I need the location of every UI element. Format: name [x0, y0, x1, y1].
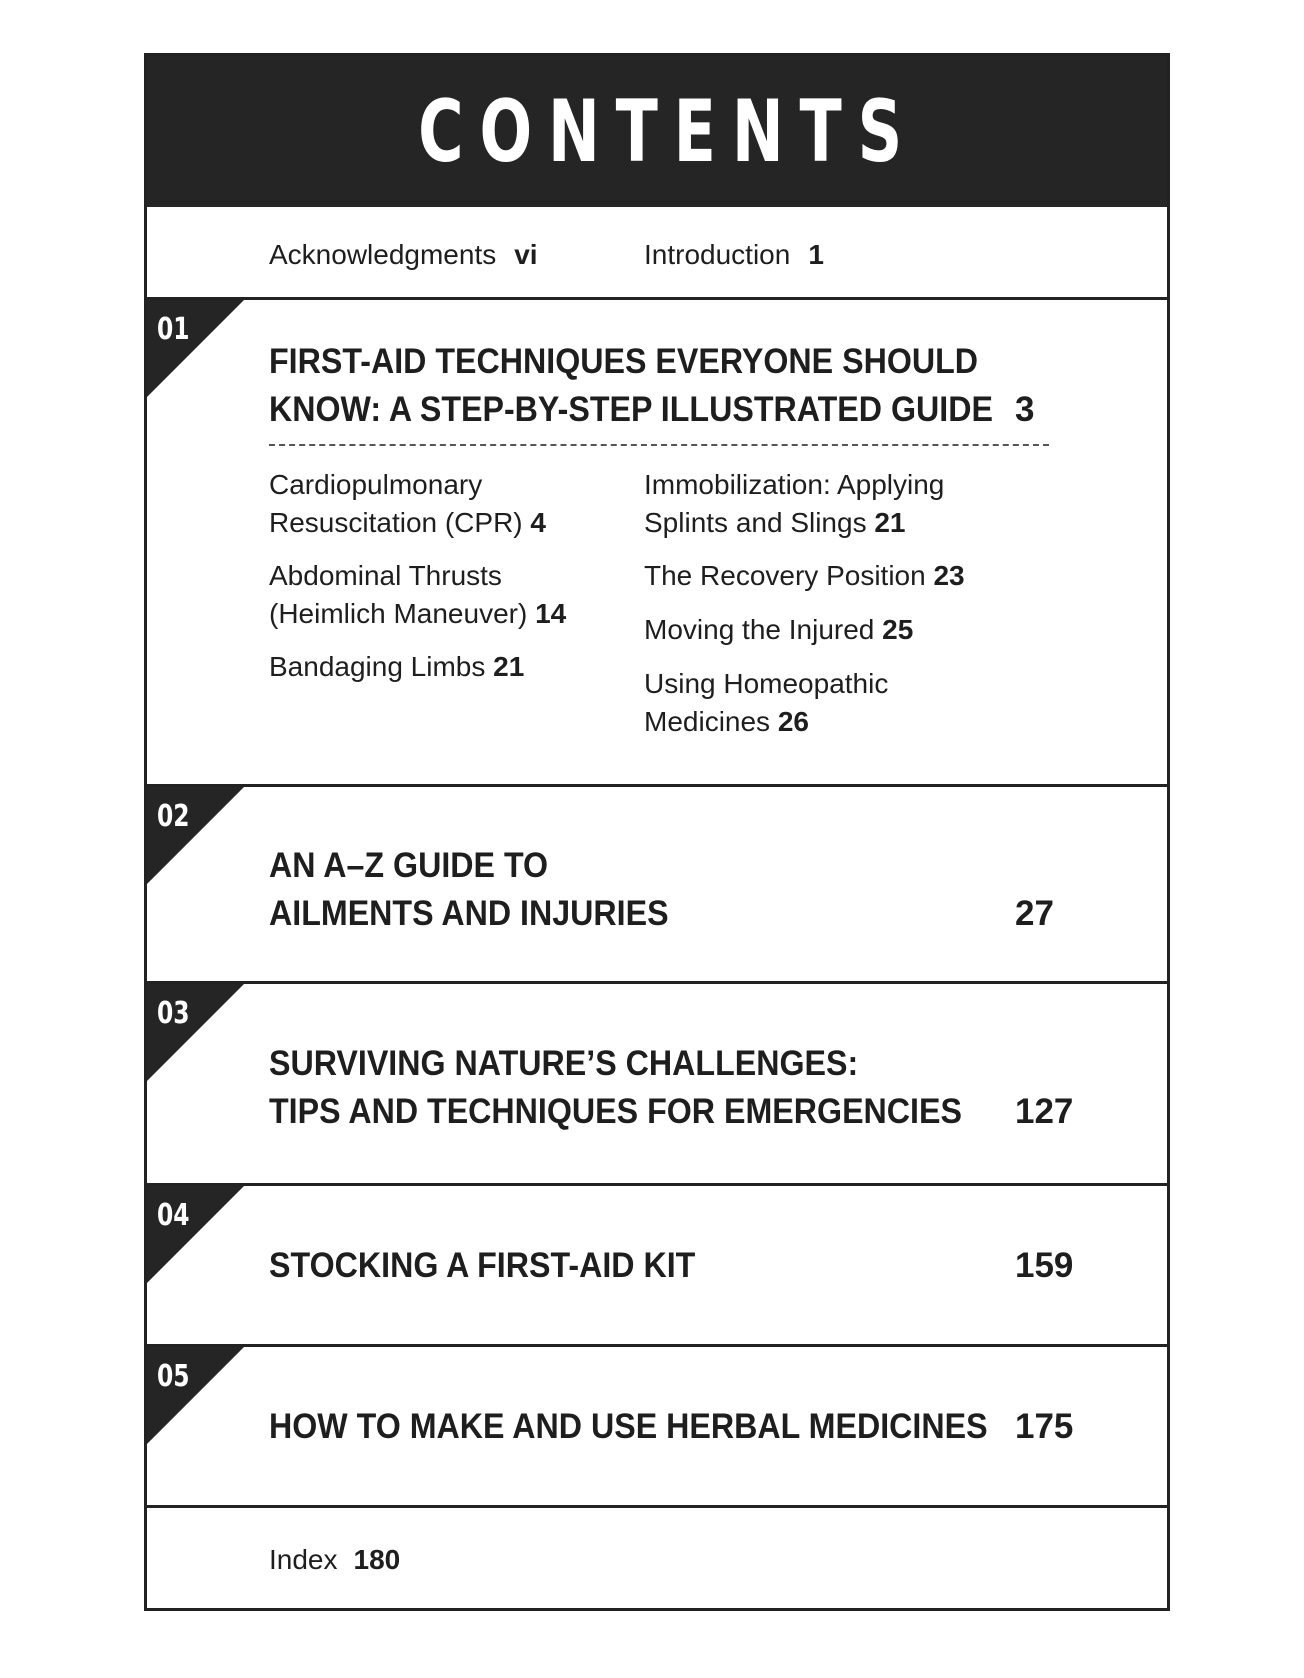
chapter-05 [147, 1347, 1167, 1505]
dashed-divider [269, 444, 1049, 446]
chapter-title[interactable]: AN A–Z GUIDE TO AILMENTS AND INJURIES [269, 846, 669, 933]
chapter-03 [147, 984, 1167, 1183]
chapter-page: 159 [1015, 1246, 1074, 1285]
toc-entry-page: 180 [353, 1544, 401, 1575]
chapter-page: 27 [1015, 894, 1054, 933]
chapter-page: 175 [1015, 1407, 1074, 1446]
toc-entry-label: Acknowledgments [269, 239, 497, 270]
chapter-number: 04 [157, 1198, 190, 1233]
contents-page [144, 53, 1170, 1611]
toc-entry-acknowledgments[interactable] [269, 239, 538, 271]
subsection-entry[interactable]: Bandaging Limbs 21 [269, 651, 525, 682]
toc-entry-introduction[interactable] [644, 239, 824, 271]
chapter-page: 3 [1015, 390, 1035, 429]
chapter-number: 01 [157, 312, 190, 347]
subsection-entry[interactable]: Using Homeopathic Medicines 26 [644, 668, 889, 737]
front-matter-row [147, 207, 1167, 299]
page-title: CONTENTS [418, 81, 918, 182]
subsection-entry[interactable]: Cardiopulmonary Resuscitation (CPR) 4 [269, 469, 546, 538]
subsection-entry[interactable]: Immobilization: Applying Splints and Slings 21 [644, 469, 945, 538]
subsection-entry[interactable]: Moving the Injured 25 [644, 614, 914, 645]
toc-entry-label: Index [269, 1544, 338, 1575]
chapter-number: 02 [157, 799, 190, 834]
chapter-04 [147, 1186, 1167, 1344]
toc-entry-page: vi [514, 239, 538, 270]
subsection-entry[interactable]: The Recovery Position 23 [644, 560, 965, 591]
chapter-number: 05 [157, 1359, 190, 1394]
chapter-02 [147, 787, 1167, 981]
toc-entry-page: 1 [808, 239, 824, 270]
chapter-title[interactable]: SURVIVING NATURE’S CHALLENGES: TIPS AND TECHNIQUES FOR EMERGENCIES [269, 1044, 962, 1131]
chapter-number: 03 [157, 996, 190, 1031]
subsection-entry[interactable]: Abdominal Thrusts (Heimlich Maneuver) 14 [269, 560, 567, 629]
toc-entry-index[interactable] [269, 1544, 400, 1576]
contents-header [147, 56, 1167, 207]
chapter-page: 127 [1015, 1092, 1074, 1131]
index-row [147, 1508, 1167, 1608]
chapter-01 [147, 300, 1167, 790]
chapter-title[interactable]: HOW TO MAKE AND USE HERBAL MEDICINES [269, 1407, 988, 1446]
toc-entry-label: Introduction [644, 239, 791, 270]
chapter-title[interactable]: FIRST-AID TECHNIQUES EVERYONE SHOULD KNOW: A STEP-BY-STEP ILLUSTRATED GUIDE [269, 342, 993, 429]
chapter-title[interactable]: STOCKING A FIRST-AID KIT [269, 1246, 696, 1285]
